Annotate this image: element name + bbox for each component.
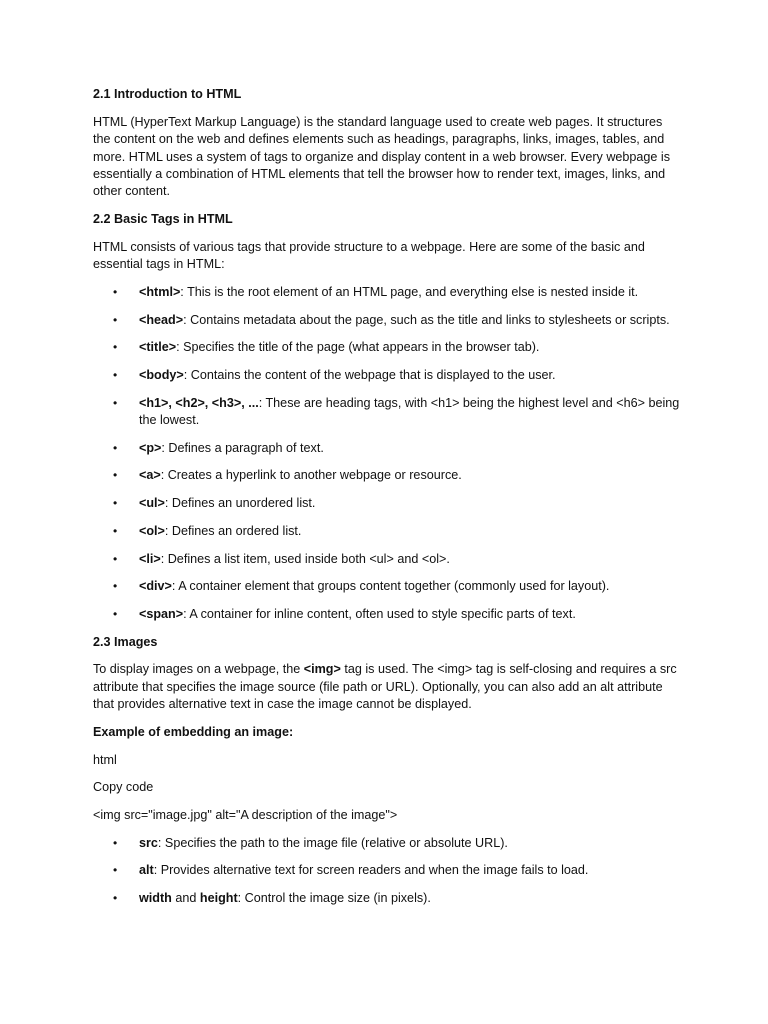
list-item [93,312,683,329]
bullet-icon: • [113,395,118,410]
attr-name: height [199,891,238,906]
list-item [93,578,683,595]
list-item [93,495,683,512]
list-item [93,395,683,430]
tag-description: : These are heading tags, with <h1> being the highest level and <h6> being the lowest. [139,395,680,428]
tag-name: <h1>, <h2>, <h3>, ... [139,395,259,410]
bullet-icon: • [113,606,118,621]
tag-name: <a> [139,468,161,483]
bullet-icon: • [113,496,118,511]
section-heading-intro: 2.1 Introduction to HTML [93,87,242,101]
tag-name: <ul> [139,496,165,511]
tag-name: <div> [139,579,172,594]
attr-name: src [139,835,158,850]
images-paragraph-start: To display images on a webpage, the [93,662,304,677]
tag-description: : Contains the content of the webpage that is displayed to the user. [183,367,556,382]
bullet-icon: • [113,312,118,327]
images-paragraph [93,661,683,713]
attr-name: alt [139,863,154,878]
bullet-icon: • [113,468,118,483]
list-item [93,440,683,457]
attr-name: width [139,891,172,906]
section-heading-images: 2.3 Images [93,634,158,649]
list-item [93,284,683,301]
copy-code-button[interactable]: Copy code [93,780,154,795]
list-item [93,339,683,356]
tag-description: : Defines an ordered list. [164,523,302,538]
tag-description: : A container element that groups content together (commonly used for layout). [171,579,610,594]
basic-tags-intro: HTML consists of various tags that provide structure to a webpage. Here are some of the basic and essential tags in HTML: [93,239,645,272]
document-page [93,86,683,918]
list-item [93,862,683,879]
tag-description: : Contains metadata about the page, such as the title and links to stylesheets or scripts. [183,312,670,327]
tag-description: : This is the root element of an HTML page, and everything else is nested inside it. [180,284,639,299]
list-item [93,551,683,568]
bullet-icon: • [113,551,118,566]
tag-description: : Creates a hyperlink to another webpage or resource. [160,468,462,483]
tag-name: <html> [139,284,181,299]
img-attributes-list [93,835,683,908]
list-item [93,367,683,384]
bullet-icon: • [113,891,118,906]
tag-description: : A container for inline content, often used to style specific parts of text. [183,606,576,621]
tag-description: : Defines an unordered list. [164,496,316,511]
bullet-icon: • [113,440,118,455]
list-item [93,606,683,623]
bullet-icon: • [113,863,118,878]
attr-description: : Specifies the path to the image file (relative or absolute URL). [157,835,508,850]
list-item [93,467,683,484]
bullet-icon: • [113,835,118,850]
tag-name: <li> [139,551,161,566]
images-paragraph-rest: tag is used. The <img> tag is self-closing and requires a src attribute that specifies the image source (file path or URL). Optionally, you can also add an alt attribute that provides alternative text in case the image cannot be displayed. [93,662,677,712]
img-tag-bold: <img> [303,662,341,677]
tag-description: : Defines a paragraph of text. [161,440,324,455]
tag-name: <ol> [139,523,165,538]
bullet-icon: • [113,284,118,299]
list-item [93,523,683,540]
tag-name: <title> [139,340,177,355]
tag-name: <p> [139,440,162,455]
section-heading-basic-tags: 2.2 Basic Tags in HTML [93,212,233,227]
bullet-icon: • [113,579,118,594]
code-example: <img src="image.jpg" alt="A description of the image"> [93,808,398,823]
intro-paragraph: HTML (HyperText Markup Language) is the standard language used to create web pages. It structures the content on the web and defines elements such as headings, paragraphs, links, images, tables, and more. HTML uses a system of tags to organize and display content in a web browser. Every webpage is essentially a combination of HTML elements that tell the browser how to render text, images, links, and other content. [93,114,671,199]
bullet-icon: • [113,523,118,538]
list-item [93,890,683,907]
example-heading: Example of embedding an image: [93,724,294,739]
attr-description: : Control the image size (in pixels). [237,891,431,906]
tag-description: : Defines a list item, used inside both <ul> and <ol>. [160,551,450,566]
tag-description: : Specifies the title of the page (what appears in the browser tab). [176,340,540,355]
basic-tags-list [93,284,683,624]
attr-connector: and [171,891,200,906]
code-language-label: html [93,752,117,767]
list-item [93,835,683,852]
tag-name: <body> [139,367,184,382]
bullet-icon: • [113,367,118,382]
attr-description: : Provides alternative text for screen readers and when the image fails to load. [153,863,589,878]
tag-name: <head> [139,312,184,327]
bullet-icon: • [113,340,118,355]
tag-name: <span> [139,606,184,621]
